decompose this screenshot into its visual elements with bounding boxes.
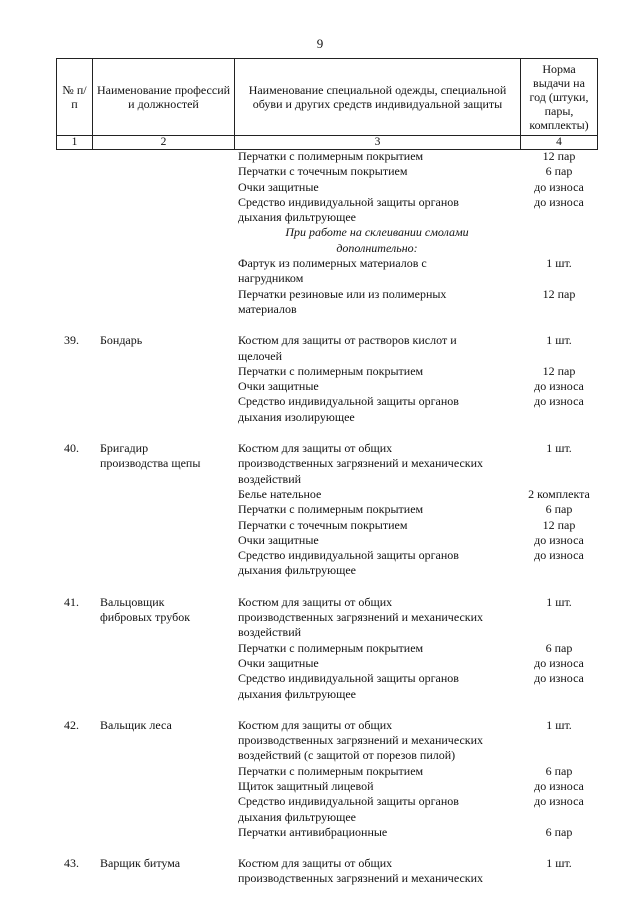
row-profession	[92, 256, 234, 271]
table-row	[56, 671, 598, 686]
row-number	[56, 733, 92, 748]
row-ppe-item: воздействий	[238, 471, 302, 486]
row-number	[56, 810, 92, 825]
table-row	[56, 441, 598, 456]
row-profession: Вальщик леса	[100, 717, 172, 732]
row-ppe-item: дыхания фильтрующее	[238, 210, 356, 225]
row-ppe-item: Костюм для защиты от растворов кислот и	[238, 333, 457, 348]
row-norm	[520, 610, 598, 625]
row-norm: 1 шт.	[546, 441, 572, 456]
table-row	[56, 241, 598, 256]
table-row	[56, 472, 598, 487]
row-norm: 1 шт.	[546, 333, 572, 348]
row-norm: 6 пар	[545, 502, 573, 517]
table-row	[56, 195, 598, 210]
row-profession: Вальцовщик	[100, 594, 165, 609]
row-ppe-item: Средство индивидуальной защиты органов	[238, 194, 459, 209]
row-gap	[56, 425, 598, 441]
row-norm	[520, 871, 598, 886]
row-number	[56, 764, 92, 779]
row-norm: до износа	[534, 532, 584, 547]
row-number	[56, 410, 92, 425]
row-number	[56, 687, 92, 702]
row-number: 43.	[64, 856, 79, 871]
row-profession	[92, 180, 234, 195]
row-norm	[520, 748, 598, 763]
row-profession	[92, 671, 234, 686]
row-ppe-item: Очки защитные	[238, 179, 319, 194]
row-ppe-item: Средство индивидуальной защиты органов	[238, 794, 459, 809]
row-ppe-item: дыхания фильтрующее	[238, 563, 356, 578]
page-number: 9	[316, 36, 324, 51]
row-ppe-item: Очки защитные	[238, 655, 319, 670]
row-norm	[520, 241, 598, 256]
row-gap	[56, 579, 598, 595]
row-number	[56, 195, 92, 210]
table-row	[56, 333, 598, 348]
table-row	[56, 349, 598, 364]
table-row	[56, 856, 598, 871]
row-ppe-item: воздействий	[238, 625, 302, 640]
column-number-2: 2	[92, 135, 234, 150]
table-row	[56, 610, 598, 625]
row-profession	[92, 349, 234, 364]
row-number	[56, 241, 92, 256]
row-ppe-item: дыхания фильтрующее	[238, 686, 356, 701]
row-norm	[520, 302, 598, 317]
header-ppe-name: Наименование специальной одежды, специальной обуви и других средств индивидуальной защиты	[234, 58, 520, 135]
table-row	[56, 641, 598, 656]
row-norm	[520, 472, 598, 487]
row-norm: 6 пар	[545, 164, 573, 179]
table-row	[56, 379, 598, 394]
table-row	[56, 287, 598, 302]
row-norm	[520, 271, 598, 286]
row-norm: 1 шт.	[546, 856, 572, 871]
row-number	[56, 610, 92, 625]
row-number	[56, 563, 92, 578]
row-number	[56, 256, 92, 271]
row-profession	[92, 563, 234, 578]
row-profession	[92, 687, 234, 702]
ppe-norms-table	[56, 58, 598, 887]
row-number	[56, 271, 92, 286]
table-row	[56, 271, 598, 286]
table-row	[56, 364, 598, 379]
row-ppe-item: Перчатки с полимерным покрытием	[238, 149, 424, 163]
row-profession	[92, 410, 234, 425]
row-gap	[56, 702, 598, 718]
row-number	[56, 456, 92, 471]
row-number: 42.	[64, 717, 79, 732]
row-profession	[92, 825, 234, 840]
row-norm: до износа	[534, 179, 584, 194]
row-norm: 1 шт.	[546, 256, 572, 271]
row-profession	[92, 394, 234, 409]
row-profession: фибровых трубок	[100, 610, 191, 625]
table-row	[56, 563, 598, 578]
row-profession: Бондарь	[100, 333, 143, 348]
row-ppe-item: воздействий (с защитой от порезов пилой)	[238, 748, 456, 763]
row-note: При работе на склеивании смолами	[285, 225, 469, 240]
row-profession	[92, 225, 234, 240]
row-number	[56, 287, 92, 302]
row-norm: 12 пар	[542, 517, 576, 532]
row-ppe-item: Перчатки с полимерным покрытием	[238, 363, 424, 378]
row-profession	[92, 533, 234, 548]
table-row	[56, 456, 598, 471]
row-ppe-item: Перчатки с полимерным покрытием	[238, 763, 424, 778]
row-norm: 12 пар	[542, 149, 576, 163]
row-number	[56, 825, 92, 840]
table-row	[56, 225, 598, 240]
row-norm	[520, 563, 598, 578]
row-number	[56, 349, 92, 364]
table-row	[56, 394, 598, 409]
row-ppe-item: Перчатки с точечным покрытием	[238, 164, 408, 179]
row-ppe-item: Перчатки с полимерным покрытием	[238, 502, 424, 517]
row-norm	[520, 210, 598, 225]
row-profession	[92, 164, 234, 179]
row-ppe-item: Очки защитные	[238, 532, 319, 547]
row-profession	[92, 195, 234, 210]
table-row	[56, 210, 598, 225]
row-norm: 2 комплекта	[528, 486, 590, 501]
row-ppe-item: производственных загрязнений и механических	[238, 610, 484, 625]
row-number	[56, 394, 92, 409]
row-profession	[92, 748, 234, 763]
table-column-numbers	[56, 135, 598, 149]
row-norm: до износа	[534, 394, 584, 409]
row-number	[56, 472, 92, 487]
row-ppe-item: Перчатки с полимерным покрытием	[238, 640, 424, 655]
row-ppe-item: производственных загрязнений и механических	[238, 871, 484, 886]
row-ppe-item: Фартук из полимерных материалов с	[238, 256, 427, 271]
row-profession	[92, 794, 234, 809]
row-ppe-item: Костюм для защиты от общих	[238, 717, 393, 732]
row-norm	[520, 733, 598, 748]
row-profession	[92, 518, 234, 533]
table-row	[56, 302, 598, 317]
row-ppe-item: Средство индивидуальной защиты органов	[238, 394, 459, 409]
row-number	[56, 625, 92, 640]
row-ppe-item: нагрудником	[238, 271, 304, 286]
row-norm: 6 пар	[545, 763, 573, 778]
row-number	[56, 871, 92, 886]
table-row	[56, 733, 598, 748]
table-row	[56, 548, 598, 563]
header-number: № п/п	[56, 58, 92, 135]
row-number	[56, 748, 92, 763]
table-row	[56, 533, 598, 548]
row-ppe-item: Щиток защитный лицевой	[238, 778, 374, 793]
table-header	[56, 58, 598, 135]
row-norm	[520, 225, 598, 240]
row-norm: до износа	[534, 655, 584, 670]
row-number	[56, 533, 92, 548]
row-number	[56, 164, 92, 179]
row-profession	[92, 779, 234, 794]
row-ppe-item: Очки защитные	[238, 379, 319, 394]
row-ppe-item: Средство индивидуальной защиты органов	[238, 671, 459, 686]
table-row	[56, 687, 598, 702]
column-number-4: 4	[520, 135, 598, 150]
row-number	[56, 210, 92, 225]
row-number	[56, 149, 92, 164]
row-gap	[56, 840, 598, 856]
row-ppe-item: Костюм для защиты от общих	[238, 594, 393, 609]
row-norm	[520, 687, 598, 702]
table-row	[56, 825, 598, 840]
row-norm	[520, 410, 598, 425]
row-ppe-item: Перчатки антивибрационные	[238, 824, 388, 839]
table-row	[56, 518, 598, 533]
row-profession	[92, 241, 234, 256]
row-profession	[92, 733, 234, 748]
table-row	[56, 794, 598, 809]
row-number	[56, 302, 92, 317]
row-profession	[92, 641, 234, 656]
row-norm	[520, 349, 598, 364]
row-ppe-item: Перчатки резиновые или из полимерных	[238, 286, 447, 301]
table-row	[56, 502, 598, 517]
header-norm: Норма выдачи на год (штуки, пары, комплекты)	[520, 58, 598, 135]
header-profession: Наименование профессий и должностей	[92, 58, 234, 135]
row-profession	[92, 502, 234, 517]
row-profession	[92, 764, 234, 779]
table-row	[56, 748, 598, 763]
row-profession	[92, 302, 234, 317]
table-row	[56, 149, 598, 164]
row-number: 40.	[64, 441, 79, 456]
row-ppe-item: производственных загрязнений и механических	[238, 733, 484, 748]
row-number: 39.	[64, 333, 79, 348]
row-ppe-item: дыхания фильтрующее	[238, 809, 356, 824]
row-ppe-item: Перчатки с точечным покрытием	[238, 517, 408, 532]
row-number	[56, 379, 92, 394]
table-row	[56, 656, 598, 671]
row-norm: до износа	[534, 194, 584, 209]
row-number	[56, 518, 92, 533]
row-number	[56, 502, 92, 517]
row-norm: 1 шт.	[546, 717, 572, 732]
table-row	[56, 625, 598, 640]
row-profession	[92, 871, 234, 886]
row-norm	[520, 625, 598, 640]
row-number	[56, 548, 92, 563]
row-norm: до износа	[534, 379, 584, 394]
row-profession	[92, 287, 234, 302]
row-ppe-item: Средство индивидуальной защиты органов	[238, 548, 459, 563]
column-number-3: 3	[234, 135, 520, 150]
row-profession	[92, 210, 234, 225]
row-norm: до износа	[534, 794, 584, 809]
table-row	[56, 764, 598, 779]
row-profession: Варщик битума	[100, 856, 181, 871]
row-profession	[92, 625, 234, 640]
row-profession	[92, 149, 234, 164]
row-norm: 12 пар	[542, 286, 576, 301]
row-number	[56, 364, 92, 379]
row-number	[56, 656, 92, 671]
row-profession: Бригадир	[100, 441, 149, 456]
row-number	[56, 794, 92, 809]
table-row	[56, 410, 598, 425]
table-row	[56, 180, 598, 195]
row-norm	[520, 810, 598, 825]
row-profession	[92, 487, 234, 502]
row-ppe-item: Костюм для защиты от общих	[238, 856, 393, 871]
row-norm: до износа	[534, 548, 584, 563]
row-number	[56, 180, 92, 195]
row-norm: 1 шт.	[546, 594, 572, 609]
row-norm: до износа	[534, 778, 584, 793]
row-number	[56, 779, 92, 794]
row-norm: 12 пар	[542, 363, 576, 378]
row-profession	[92, 656, 234, 671]
row-norm: до износа	[534, 671, 584, 686]
row-norm: 6 пар	[545, 824, 573, 839]
table-row	[56, 595, 598, 610]
table-row	[56, 256, 598, 271]
table-row	[56, 487, 598, 502]
row-profession	[92, 810, 234, 825]
row-ppe-item: производственных загрязнений и механических	[238, 456, 484, 471]
row-profession	[92, 271, 234, 286]
row-number: 41.	[64, 594, 79, 609]
row-ppe-item: дыхания изолирующее	[238, 409, 355, 424]
row-ppe-item: Белье нательное	[238, 486, 322, 501]
row-profession	[92, 548, 234, 563]
table-row	[56, 164, 598, 179]
row-profession	[92, 364, 234, 379]
row-profession: производства щепы	[100, 456, 201, 471]
row-norm	[520, 456, 598, 471]
row-number	[56, 225, 92, 240]
row-norm: 6 пар	[545, 640, 573, 655]
row-ppe-item: щелочей	[238, 348, 283, 363]
row-number	[56, 641, 92, 656]
table-row	[56, 718, 598, 733]
column-number-1: 1	[56, 135, 92, 150]
row-profession	[92, 472, 234, 487]
table-row	[56, 779, 598, 794]
row-profession	[92, 379, 234, 394]
row-number	[56, 671, 92, 686]
row-ppe-item: материалов	[238, 301, 297, 316]
row-note: дополнительно:	[336, 240, 418, 255]
table-row	[56, 871, 598, 886]
table-body	[56, 149, 598, 887]
table-row	[56, 810, 598, 825]
row-number	[56, 487, 92, 502]
row-ppe-item: Костюм для защиты от общих	[238, 441, 393, 456]
row-gap	[56, 317, 598, 333]
